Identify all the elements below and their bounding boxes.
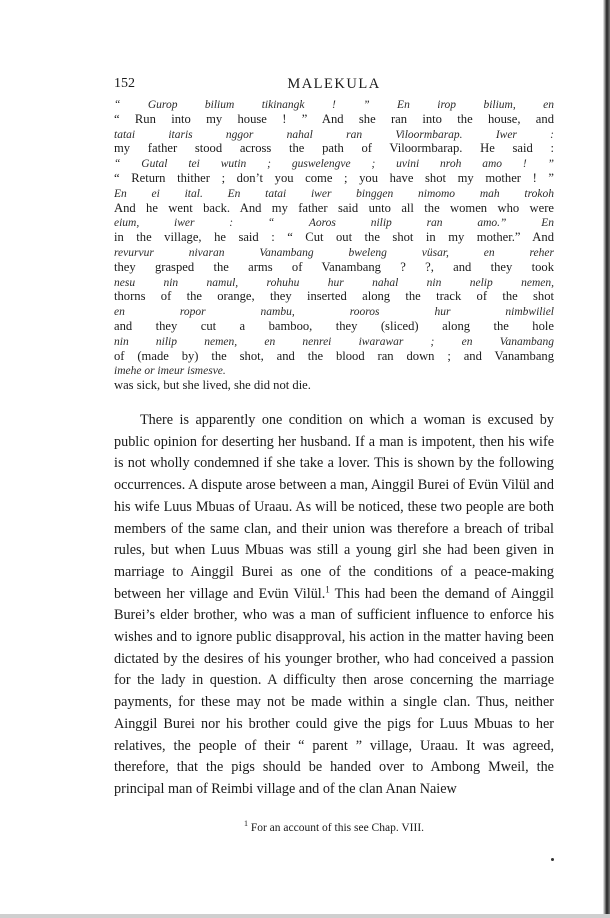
translation-text: they grasped the arms of Vanambang ? ?, and they took (114, 259, 554, 274)
vernacular-line (114, 304, 554, 319)
running-title: MALEKULA (287, 76, 381, 92)
page-bottom-edge (0, 914, 610, 918)
vernacular-text: “ Gurop bilium tikinangk ! ” En irop bilium, en (114, 99, 554, 111)
page-header (114, 76, 554, 98)
footnote-mark: 1 (243, 819, 248, 828)
vernacular-line (114, 156, 554, 171)
vernacular-line (114, 334, 554, 349)
vernacular-line (114, 127, 554, 142)
translation-text: of (made by) the shot, and the blood ran down ; and Vanambang (114, 348, 554, 363)
translation-text: in the village, he said : “ Cut out the shot in my mother.” And (114, 230, 554, 245)
scan-speck (551, 858, 554, 861)
translation-text: And he went back. And my father said unto all the women who were (114, 200, 554, 215)
vernacular-line (114, 245, 554, 260)
paragraph-part-two: This had been the demand of Ainggil Burei’s elder brother, who was a man of sufficient influence to enforce his wishes and to ignore public disapproval, his action in the matter having been dictated by the desires of his younger brother, who had conceived a passion for the lady in question. A difficulty then arose concerning the marriage payments, for these may not be made within a single clan. Thus, neither Ainggil Burei nor his brother could give the pigs for Luus Mbuas to her relatives, the people of their “ parent ” village, Uraau. It was agreed, therefore, that the pigs should be handed over to Ambong Mweil, the principal man of Reimbi village and of the clan Anan Naiew (114, 585, 554, 797)
translation-line (114, 378, 554, 393)
interlinear-text (114, 97, 554, 393)
paragraph-text (114, 410, 554, 801)
translation-text: my father stood across the path of Viloormbarap. He said : (114, 141, 554, 156)
translation-text: “ Return thither ; don’t you come ; you have shot my mother ! ” (114, 170, 554, 185)
vernacular-line (114, 363, 554, 378)
translation-line (114, 260, 554, 275)
translation-line (114, 171, 554, 186)
footnote-text: For an account of this see Chap. VIII. (247, 821, 425, 834)
vernacular-text: revurvur nivaran Vanambang bweleng vüsar, en reher (114, 246, 554, 259)
vernacular-line (114, 275, 554, 290)
vernacular-text: en ropor nambu, rooros hur nimbwiliel (114, 306, 554, 319)
translation-text: thorns of the orange, they inserted along the track of the shot (114, 289, 554, 304)
translation-text: “ Run into my house ! ” And she ran into the house, and (114, 111, 554, 126)
body-paragraph (114, 410, 554, 801)
footnote (114, 819, 554, 834)
vernacular-line (114, 186, 554, 201)
footnote-reference: 1 (325, 583, 330, 594)
vernacular-text: “ Gutal tei wutin ; guswelengve ; uvini nroh amo ! ” (114, 158, 554, 171)
translation-text: and they cut a bamboo, they (sliced) along the hole (114, 318, 554, 333)
translation-line (114, 289, 554, 304)
translation-text: was sick, but she lived, she did not die. (114, 378, 311, 393)
vernacular-text: nesu nin namul, rohuhu hur nahal nin nelip nemen, (114, 276, 554, 289)
translation-line (114, 349, 554, 364)
translation-line (114, 141, 554, 156)
vernacular-line (114, 97, 554, 112)
vernacular-text: tatai itaris nggor nahal ran Viloormbarap. Iwer : (114, 128, 554, 141)
vernacular-line (114, 215, 554, 230)
page-number: 152 (114, 76, 135, 91)
vernacular-text: imehe or imeur ismesve. (114, 365, 226, 378)
translation-line (114, 319, 554, 334)
translation-line (114, 201, 554, 216)
vernacular-text: nin nilip nemen, en nenrei iwarawar ; en Vanambang (114, 335, 554, 348)
translation-line (114, 112, 554, 127)
page-edge-shadow (603, 0, 610, 918)
vernacular-text: eium, iwer : “ Aoros nilip ran amo.” En (114, 217, 554, 230)
paragraph-part-one: There is apparently one condition on which a woman is excused by public opinion for deserting her husband. If a man is impotent, then his wife is not wholly condemned if she take a lover. This is shown by the following occurrences. A dispute arose between a man, Ainggil Burei of Evün Vilül and his wife Luus Mbuas of Uraau. As will be noticed, these two people are both members of the same clan, and their union was therefore a breach of tribal rules, but when Luus Mbuas was still a young girl she had been given in marriage to Ainggil Burei as one of the conditions of a peace-making between her village and Evün Vilül. (114, 412, 554, 602)
vernacular-text: En ei ital. En tatai iwer binggen nimomo mah trokoh (114, 187, 554, 200)
translation-line (114, 230, 554, 245)
